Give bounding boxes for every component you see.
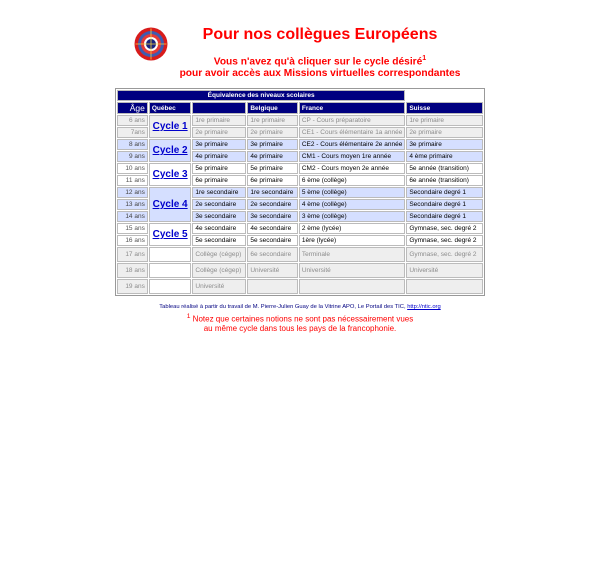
belgique-cell: 6e primaire <box>247 175 298 186</box>
belgique-cell: 2e secondaire <box>247 199 298 210</box>
france-cell: 6 ème (collège) <box>299 175 405 186</box>
belgique-cell: 3e secondaire <box>247 211 298 222</box>
age-cell: 14 ans <box>117 211 148 222</box>
suisse-cell: Secondaire degré 1 <box>406 211 483 222</box>
quebec-cell: 5e secondaire <box>192 235 246 246</box>
page-title: Pour nos collègues Européens <box>202 26 438 43</box>
age-cell: 18 ans <box>117 263 148 278</box>
table-row <box>117 187 483 198</box>
cycle-4-cell <box>149 187 192 222</box>
belgique-cell: 5e primaire <box>247 163 298 174</box>
table-row <box>117 263 483 278</box>
suisse-cell <box>406 279 483 294</box>
cycle-empty-cell <box>149 263 192 278</box>
subtitle-line-1: Vous n'avez qu'à cliquer sur le cycle désiré <box>213 56 423 68</box>
col-header-age: Âge <box>117 102 148 114</box>
col-header-belgique: Belgique <box>247 102 298 114</box>
age-cell: 15 ans <box>117 223 148 234</box>
col-header-quebec-levels <box>192 102 246 114</box>
col-header-france: France <box>299 102 405 114</box>
cycle-2-cell <box>149 139 192 162</box>
france-cell: 3 ème (collège) <box>299 211 405 222</box>
footnote-line-2: au même cycle dans tous les pays de la francophonie. <box>203 324 397 334</box>
france-cell: CM1 - Cours moyen 1re année <box>299 151 405 162</box>
cycle-5-cell <box>149 223 192 246</box>
table-row <box>117 163 483 174</box>
cycle-2-link[interactable]: Cycle 2 <box>152 145 188 156</box>
quebec-cell: 3e secondaire <box>192 211 246 222</box>
france-cell: 4 ème (collège) <box>299 199 405 210</box>
quebec-cell: Collège (cégep) <box>192 247 246 262</box>
quebec-cell: 3e primaire <box>192 139 246 150</box>
france-cell: 5 ème (collège) <box>299 187 405 198</box>
cycle-4-link[interactable]: Cycle 4 <box>152 199 188 210</box>
belgique-cell: 4e primaire <box>247 151 298 162</box>
cycle-3-link[interactable]: Cycle 3 <box>152 169 188 180</box>
cycle-3-cell <box>149 163 192 186</box>
suisse-cell: 6e année (transition) <box>406 175 483 186</box>
quebec-cell: 4e secondaire <box>192 223 246 234</box>
equivalence-table <box>115 88 485 296</box>
cycle-5-link[interactable]: Cycle 5 <box>152 229 188 240</box>
footnote-mark: 1 <box>422 55 427 62</box>
france-cell: Terminale <box>299 247 405 262</box>
age-cell: 7ans <box>117 127 148 138</box>
france-cell <box>299 279 405 294</box>
cycle-1-link[interactable]: Cycle 1 <box>152 121 188 132</box>
france-cell: 2 ème (lycée) <box>299 223 405 234</box>
table-row <box>117 279 483 294</box>
quebec-cell: Collège (cégep) <box>192 263 246 278</box>
suisse-cell: 5e année (transition) <box>406 163 483 174</box>
footnote-line-1: Notez que certaines notions ne sont pas nécessairement vues <box>192 314 414 324</box>
suisse-cell: 4 ème primaire <box>406 151 483 162</box>
credit-line <box>115 304 485 310</box>
page-subtitle <box>170 53 470 80</box>
age-cell: 8 ans <box>117 139 148 150</box>
france-cell: CM2 - Cours moyen 2e année <box>299 163 405 174</box>
suisse-cell: Secondaire degré 1 <box>406 199 483 210</box>
suisse-cell: Gymnase, sec. degré 2 <box>406 247 483 262</box>
quebec-cell: 6e primaire <box>192 175 246 186</box>
france-cell: CP - Cours préparatoire <box>299 115 405 126</box>
table-row <box>117 223 483 234</box>
quebec-cell: 1re primaire <box>192 115 246 126</box>
table-row <box>117 139 483 150</box>
france-cell: Université <box>299 263 405 278</box>
france-cell: CE2 - Cours élémentaire 2e année <box>299 139 405 150</box>
ntic-link[interactable]: http://ntic.org <box>407 304 441 310</box>
france-cell: 1ère (lycée) <box>299 235 405 246</box>
age-cell: 11 ans <box>117 175 148 186</box>
cycle-1-cell <box>149 115 192 138</box>
suisse-cell: Gymnase, sec. degré 2 <box>406 223 483 234</box>
subtitle-line-2: pour avoir accès aux Missions virtuelles correspondantes <box>179 68 461 80</box>
age-cell: 12 ans <box>117 187 148 198</box>
suisse-cell: Université <box>406 263 483 278</box>
france-cell: CE1 - Cours élémentaire 1a année <box>299 127 405 138</box>
quebec-cell: 2e primaire <box>192 127 246 138</box>
quebec-cell: 1re secondaire <box>192 187 246 198</box>
age-cell: 16 ans <box>117 235 148 246</box>
suisse-cell: Secondaire degré 1 <box>406 187 483 198</box>
quebec-cell: Université <box>192 279 246 294</box>
col-header-quebec: Québec <box>149 102 192 114</box>
belgique-cell: 3e primaire <box>247 139 298 150</box>
cycle-empty-cell <box>149 247 192 262</box>
quebec-cell: 5e primaire <box>192 163 246 174</box>
belgique-cell: Université <box>247 263 298 278</box>
table-title: Équivalence des niveaux scolaires <box>117 90 405 101</box>
belgique-cell: 1re secondaire <box>247 187 298 198</box>
belgique-cell: 4e secondaire <box>247 223 298 234</box>
table-row <box>117 247 483 262</box>
belgique-cell: 1re primaire <box>247 115 298 126</box>
belgique-cell: 2e primaire <box>247 127 298 138</box>
col-header-suisse: Suisse <box>406 102 483 114</box>
age-cell: 6 ans <box>117 115 148 126</box>
suisse-cell: 2e primaire <box>406 127 483 138</box>
age-cell: 17 ans <box>117 247 148 262</box>
footnote-mark: 1 <box>186 313 191 320</box>
footnote <box>170 312 430 334</box>
table-row <box>117 115 483 126</box>
age-cell: 9 ans <box>117 151 148 162</box>
suisse-cell: Gymnase, sec. degré 2 <box>406 235 483 246</box>
belgique-cell <box>247 279 298 294</box>
suisse-cell: 3e primaire <box>406 139 483 150</box>
quebec-cell: 2e secondaire <box>192 199 246 210</box>
suisse-cell: 1re primaire <box>406 115 483 126</box>
age-cell: 13 ans <box>117 199 148 210</box>
age-cell: 19 ans <box>117 279 148 294</box>
target-logo-icon <box>134 27 168 61</box>
cycle-empty-cell <box>149 279 192 294</box>
belgique-cell: 5e secondaire <box>247 235 298 246</box>
belgique-cell: 6e secondaire <box>247 247 298 262</box>
age-cell: 10 ans <box>117 163 148 174</box>
quebec-cell: 4e primaire <box>192 151 246 162</box>
credit-text: Tableau réalisé à partir du travail de M. Pierre-Julien Guay de la Vitrine APO, Le Portail des TIC, <box>159 304 406 310</box>
